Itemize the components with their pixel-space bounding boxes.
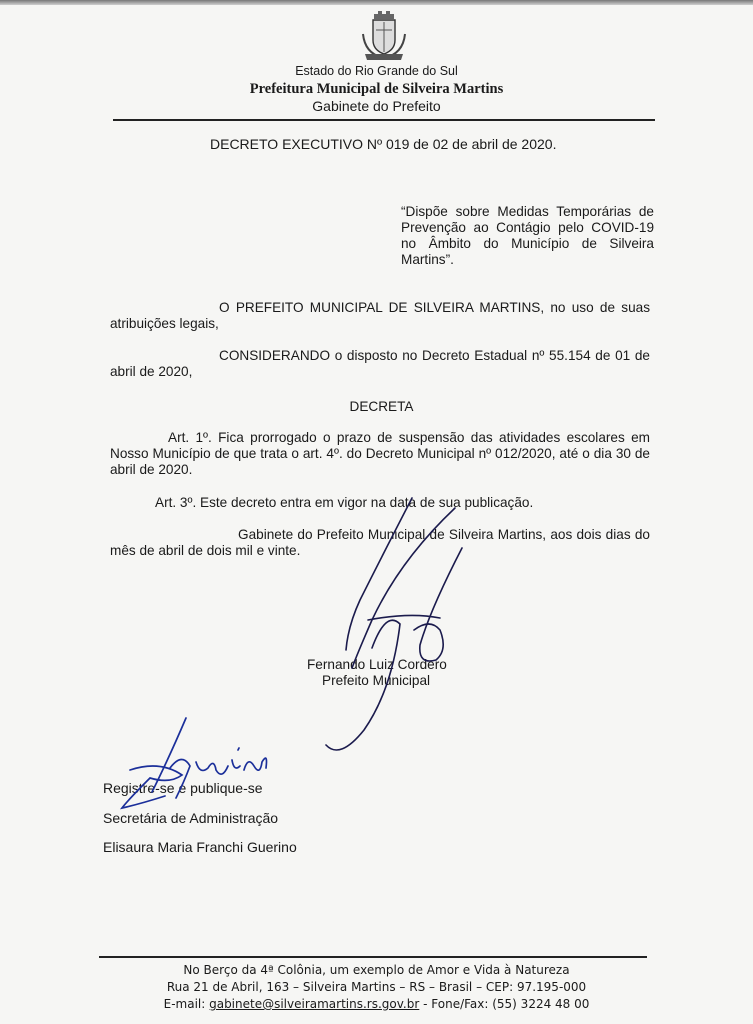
- email-link[interactable]: gabinete@silveiramartins.rs.gov.br: [209, 997, 420, 1011]
- signatory-name: Fernando Luiz Cordero: [307, 657, 447, 672]
- decree-title: DECRETO EXECUTIVO Nº 019 de 02 de abril de 2020.: [210, 136, 557, 152]
- registry-line: Registre-se e publique-se: [103, 780, 263, 796]
- coat-of-arms-icon: [361, 10, 407, 62]
- footer-motto: No Berço da 4ª Colônia, um exemplo de Amor e Vida à Natureza: [183, 963, 570, 977]
- article-1: Art. 1º. Fica prorrogado o prazo de suspensão das atividades escolares em Nosso Município de que trata o art. 4º. do Decreto Municipal nº 012/2020, até o dia 30 de abril de 2020.: [110, 430, 650, 477]
- phone-text: - Fone/Fax: (55) 3224 48 00: [419, 997, 590, 1011]
- preamble-paragraph: O PREFEITO MUNICIPAL DE SILVEIRA MARTINS, no uso de suas atribuições legais,: [110, 300, 650, 331]
- article-3: Art. 3º. Este decreto entra em vigor na data de sua publicação.: [155, 495, 534, 510]
- closing-paragraph: Gabinete do Prefeito Municipal de Silveira Martins, aos dois dias do mês de abril de dois mil e vinte.: [110, 527, 650, 558]
- header-office: Gabinete do Prefeito: [312, 98, 441, 114]
- footer-contact: [0, 997, 753, 1011]
- email-label: E-mail:: [163, 997, 210, 1011]
- secretary-name: Elisaura Maria Franchi Guerino: [103, 839, 297, 855]
- signatory-role: Prefeito Municipal: [322, 673, 431, 688]
- footer-address: Rua 21 de Abril, 163 – Silveira Martins – RS – Brasil – CEP: 97.195-000: [166, 980, 587, 994]
- decree-ementa: “Dispõe sobre Medidas Temporárias de Prevenção ao Contágio pelo COVID-19 no Âmbito do Município de Silveira Martins”.: [401, 204, 654, 267]
- scan-edge: [0, 0, 753, 5]
- secretary-title: Secretária de Administração: [103, 810, 279, 826]
- considering-paragraph: CONSIDERANDO o disposto no Decreto Estadual nº 55.154 de 01 de abril de 2020,: [110, 348, 650, 379]
- header-state: Estado do Rio Grande do Sul: [295, 64, 458, 78]
- header-prefecture: Prefeitura Municipal de Silveira Martins: [249, 81, 504, 97]
- decreta-heading: DECRETA: [349, 399, 414, 414]
- header-divider: [113, 119, 655, 121]
- footer-divider: [99, 956, 647, 958]
